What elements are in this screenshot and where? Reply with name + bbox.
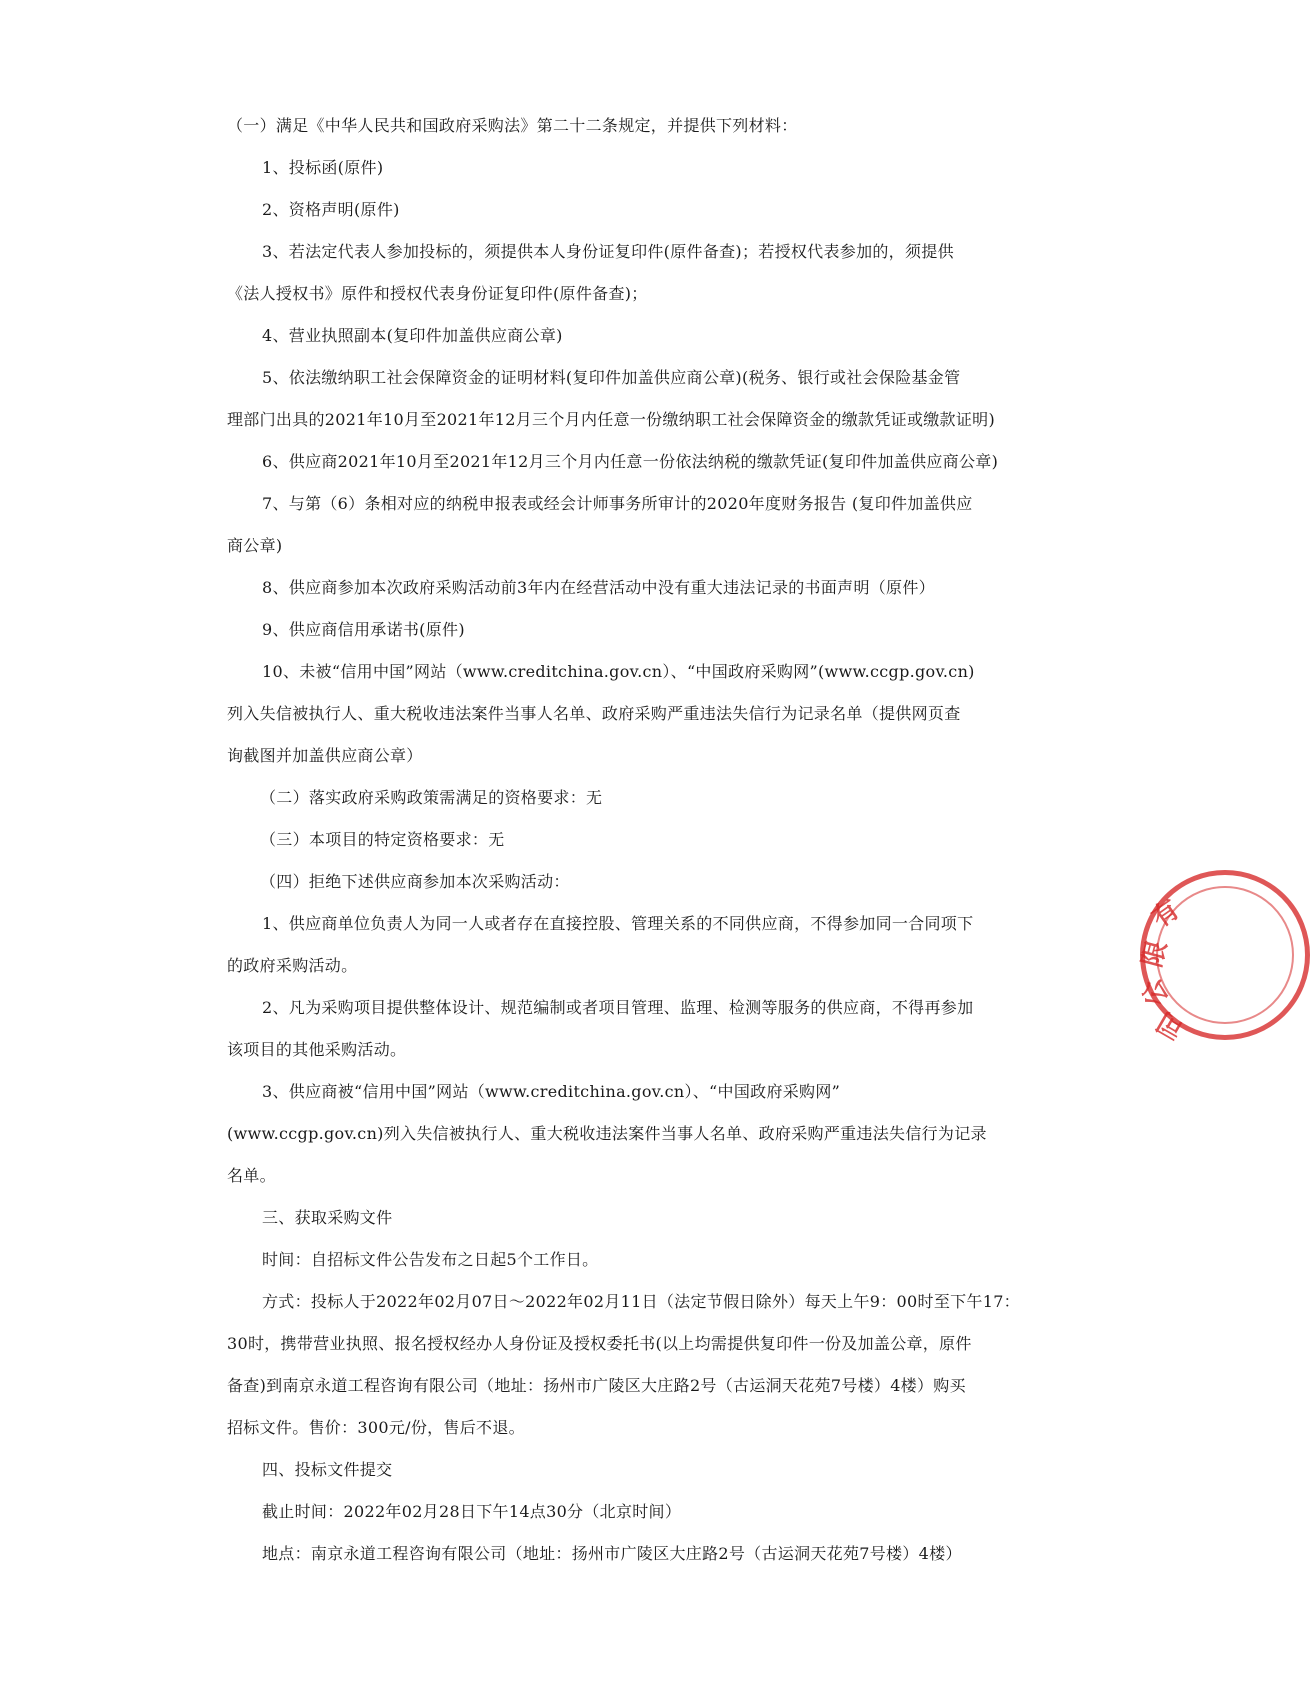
- svg-text:有: 有: [1146, 894, 1186, 935]
- paragraph: 9、供应商信用承诺书(原件): [262, 620, 465, 639]
- paragraph: （二）落实政府采购政策需满足的资格要求：无: [260, 788, 603, 807]
- section-heading: 三、获取采购文件: [262, 1208, 393, 1227]
- paragraph: 6、供应商2021年10月至2021年12月三个月内任意一份依法纳税的缴款凭证(复印件加盖供应商公章): [262, 452, 999, 471]
- paragraph: 3、供应商被“信用中国”网站（www.creditchina.gov.cn）、“中国政府采购网”: [262, 1082, 841, 1101]
- paragraph: 1、供应商单位负责人为同一人或者存在直接控股、管理关系的不同供应商，不得参加同一合同项下: [262, 914, 974, 933]
- paragraph: 4、营业执照副本(复印件加盖供应商公章): [262, 326, 563, 345]
- paragraph: 该项目的其他采购活动。: [227, 1040, 407, 1059]
- paragraph: (www.ccgp.gov.cn)列入失信被执行人、重大税收违法案件当事人名单、政府采购严重违法失信行为记录: [227, 1124, 987, 1143]
- paragraph: 2、凡为采购项目提供整体设计、规范编制或者项目管理、监理、检测等服务的供应商，不得再参加: [262, 998, 974, 1017]
- section-heading: 四、投标文件提交: [262, 1460, 393, 1479]
- svg-text:限: 限: [1137, 937, 1174, 971]
- paragraph: （四）拒绝下述供应商参加本次采购活动：: [260, 872, 570, 891]
- paragraph: 列入失信被执行人、重大税收违法案件当事人名单、政府采购严重违法失信行为记录名单（提供网页查: [227, 704, 961, 723]
- paragraph: 30时，携带营业执照、报名授权经办人身份证及授权委托书(以上均需提供复印件一份及加盖公章，原件: [227, 1334, 972, 1353]
- paragraph: 理部门出具的2021年10月至2021年12月三个月内任意一份缴纳职工社会保障资金的缴款凭证或缴款证明): [227, 410, 995, 429]
- paragraph: （一）满足《中华人民共和国政府采购法》第二十二条规定，并提供下列材料：: [227, 116, 798, 135]
- paragraph: 7、与第（6）条相对应的纳税申报表或经会计师事务所审计的2020年度财务报告 (复印件加盖供应: [262, 494, 973, 513]
- paragraph: 10、未被“信用中国”网站（www.creditchina.gov.cn）、“中国政府采购网”(www.ccgp.gov.cn): [262, 662, 975, 681]
- paragraph: 截止时间：2022年02月28日下午14点30分（北京时间）: [262, 1502, 682, 1521]
- paragraph: 3、若法定代表人参加投标的，须提供本人身份证复印件(原件备查)；若授权代表参加的，须提供: [262, 242, 954, 261]
- seal-graphic: [1136, 875, 1315, 1045]
- paragraph: 8、供应商参加本次政府采购活动前3年内在经营活动中没有重大违法记录的书面声明（原件）: [262, 578, 935, 597]
- paragraph: 名单。: [227, 1166, 276, 1185]
- paragraph: 方式：投标人于2022年02月07日～2022年02月11日（法定节假日除外）每天上午9：00时至下午17：: [262, 1292, 1020, 1311]
- paragraph: 《法人授权书》原件和授权代表身份证复印件(原件备查)；: [227, 284, 648, 303]
- paragraph: 5、依法缴纳职工社会保障资金的证明材料(复印件加盖供应商公章)(税务、银行或社会保险基金管: [262, 368, 961, 387]
- paragraph: 1、投标函(原件): [262, 158, 384, 177]
- paragraph: 2、资格声明(原件): [262, 200, 400, 219]
- paragraph: 商公章): [227, 536, 283, 555]
- paragraph: 时间：自招标文件公告发布之日起5个工作日。: [262, 1250, 599, 1269]
- svg-text:公: 公: [1136, 974, 1175, 1011]
- paragraph: （三）本项目的特定资格要求：无: [260, 830, 505, 849]
- paragraph: 的政府采购活动。: [227, 956, 358, 975]
- svg-text:司: 司: [1151, 1005, 1190, 1044]
- paragraph: 招标文件。售价：300元/份，售后不退。: [227, 1418, 525, 1437]
- paragraph: 备查)到南京永道工程咨询有限公司（地址：扬州市广陵区大庄路2号（古运洞天花苑7号楼）4楼）购买: [227, 1376, 966, 1395]
- company-seal-stamp: [1136, 870, 1310, 1044]
- paragraph: 询截图并加盖供应商公章）: [227, 746, 423, 765]
- paragraph: 地点：南京永道工程咨询有限公司（地址：扬州市广陵区大庄路2号（古运洞天花苑7号楼）4楼）: [262, 1544, 962, 1563]
